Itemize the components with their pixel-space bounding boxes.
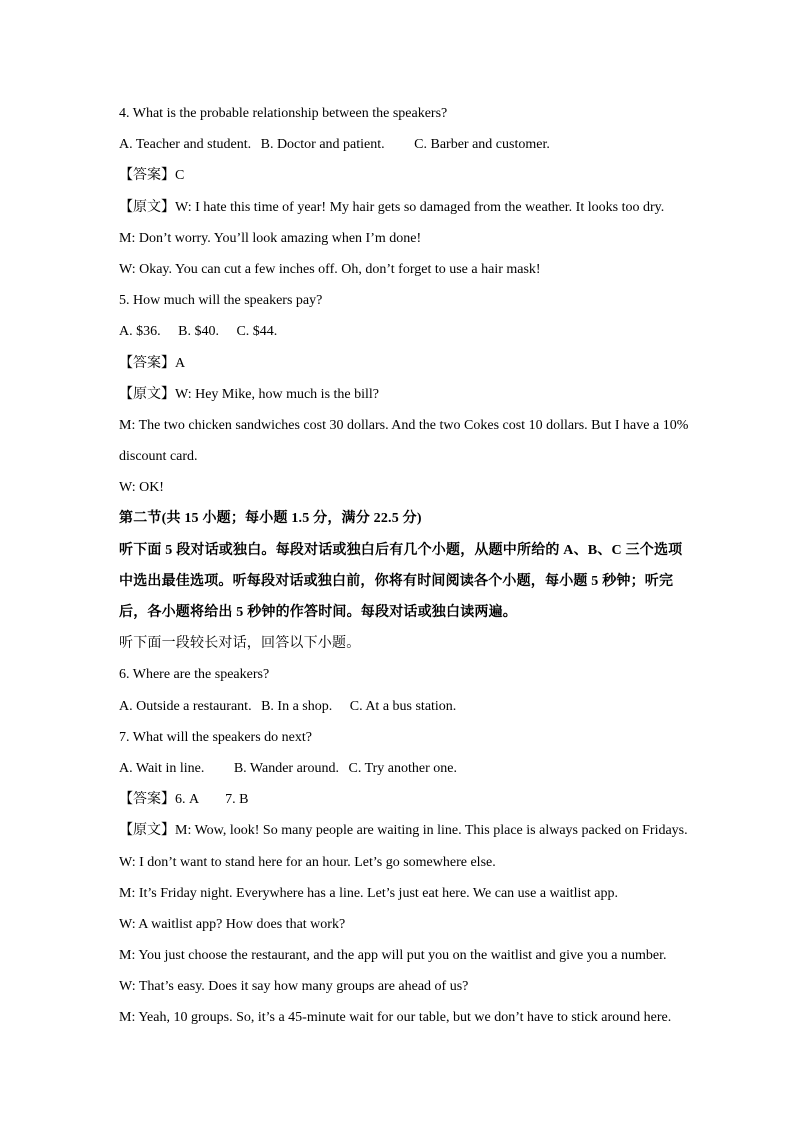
transcript-67-line-1 <box>119 820 719 851</box>
option-4a: A. Teacher and student. <box>119 137 252 153</box>
answer-value: A <box>175 355 186 371</box>
transcript-67-line-7: M: Yeah, 10 groups. So, it’s a 45-minute wait for our table, but we don’t have to stick around here. <box>119 1010 672 1026</box>
answer-6-7 <box>119 789 719 820</box>
transcript-67-line-5: M: You just choose the restaurant, and the app will put you on the waitlist and give you a number. <box>119 948 667 964</box>
answer-label: 【答案】 <box>119 168 175 184</box>
option-7a: A. Wait in line. <box>119 760 205 776</box>
option-4b: B. Doctor and patient. <box>260 137 385 153</box>
section-2-intro: 听下面一段较长对话，回答以下小题。 <box>119 636 361 652</box>
option-6a: A. Outside a restaurant. <box>119 698 252 714</box>
section-2-instructions-2: 中选出最佳选项。听每段对话或独白前，你将有时间阅读各个小题，每小题 5 秒钟；听完 <box>119 573 674 589</box>
transcript-5-line-1 <box>119 384 719 415</box>
transcript-label: 【原文】 <box>119 199 175 215</box>
section-2-heading: 第二节(共 15 小题；每小题 1.5 分，满分 22.5 分) <box>119 511 422 527</box>
transcript-5-line-3: discount card. <box>119 449 198 465</box>
transcript-67-line-4: W: A waitlist app? How does that work? <box>119 916 346 932</box>
answer-value: C <box>175 168 185 184</box>
question-5-options <box>119 321 719 352</box>
option-7b: B. Wander around. <box>233 760 339 776</box>
answer-label: 【答案】 <box>119 355 175 371</box>
transcript-67-line-3: M: It’s Friday night. Everywhere has a line. Let’s just eat here. We can use a waitlist app. <box>119 885 618 901</box>
transcript-5-line-2: M: The two chicken sandwiches cost 30 dollars. And the two Cokes cost 10 dollars. But I have a 10% <box>119 417 689 433</box>
transcript-text: W: I hate this time of year! My hair gets so damaged from the weather. It looks too dry. <box>175 199 665 215</box>
transcript-label: 【原文】 <box>119 386 175 402</box>
transcript-4-line-2: M: Don’t worry. You’ll look amazing when I’m done! <box>119 230 422 246</box>
transcript-4-line-3: W: Okay. You can cut a few inches off. Oh, don’t forget to use a hair mask! <box>119 261 541 277</box>
option-4c: C. Barber and customer. <box>414 137 550 153</box>
question-4-options <box>119 134 719 165</box>
question-6: 6. Where are the speakers? <box>119 667 270 683</box>
option-5a: A. $36. <box>119 324 161 340</box>
question-6-options <box>119 696 719 727</box>
transcript-67-line-6: W: That’s easy. Does it say how many groups are ahead of us? <box>119 979 469 995</box>
answer-5 <box>119 353 719 384</box>
option-7c: C. Try another one. <box>348 760 457 776</box>
transcript-4-line-1 <box>119 197 719 228</box>
option-6b: B. In a shop. <box>261 698 333 714</box>
page-content <box>119 103 719 1039</box>
answer-6: 6. A <box>175 792 200 808</box>
transcript-67-line-2: W: I don’t want to stand here for an hour. Let’s go somewhere else. <box>119 854 496 870</box>
transcript-5-line-4: W: OK! <box>119 480 164 496</box>
section-2-instructions-3: 后，各小题将给出 5 秒钟的作答时间。每段对话或独白读两遍。 <box>119 605 517 620</box>
transcript-text: M: Wow, look! So many people are waiting in line. This place is always packed on Fridays. <box>175 823 688 839</box>
answer-label: 【答案】 <box>119 792 175 808</box>
section-2-instructions-1: 听下面 5 段对话或独白。每段对话或独白后有几个小题，从题中所给的 A、B、C 三个选项 <box>119 542 683 558</box>
question-5: 5. How much will the speakers pay? <box>119 293 323 309</box>
question-7: 7. What will the speakers do next? <box>119 729 312 745</box>
option-5c: C. $44. <box>236 324 278 340</box>
option-5b: B. $40. <box>178 324 219 340</box>
answer-4 <box>119 165 719 196</box>
question-7-options <box>119 758 719 789</box>
transcript-text: W: Hey Mike, how much is the bill? <box>175 386 379 402</box>
answer-7: 7. B <box>225 792 249 808</box>
option-6c: C. At a bus station. <box>349 698 457 714</box>
transcript-label: 【原文】 <box>119 823 175 839</box>
question-4: 4. What is the probable relationship between the speakers? <box>119 106 448 121</box>
